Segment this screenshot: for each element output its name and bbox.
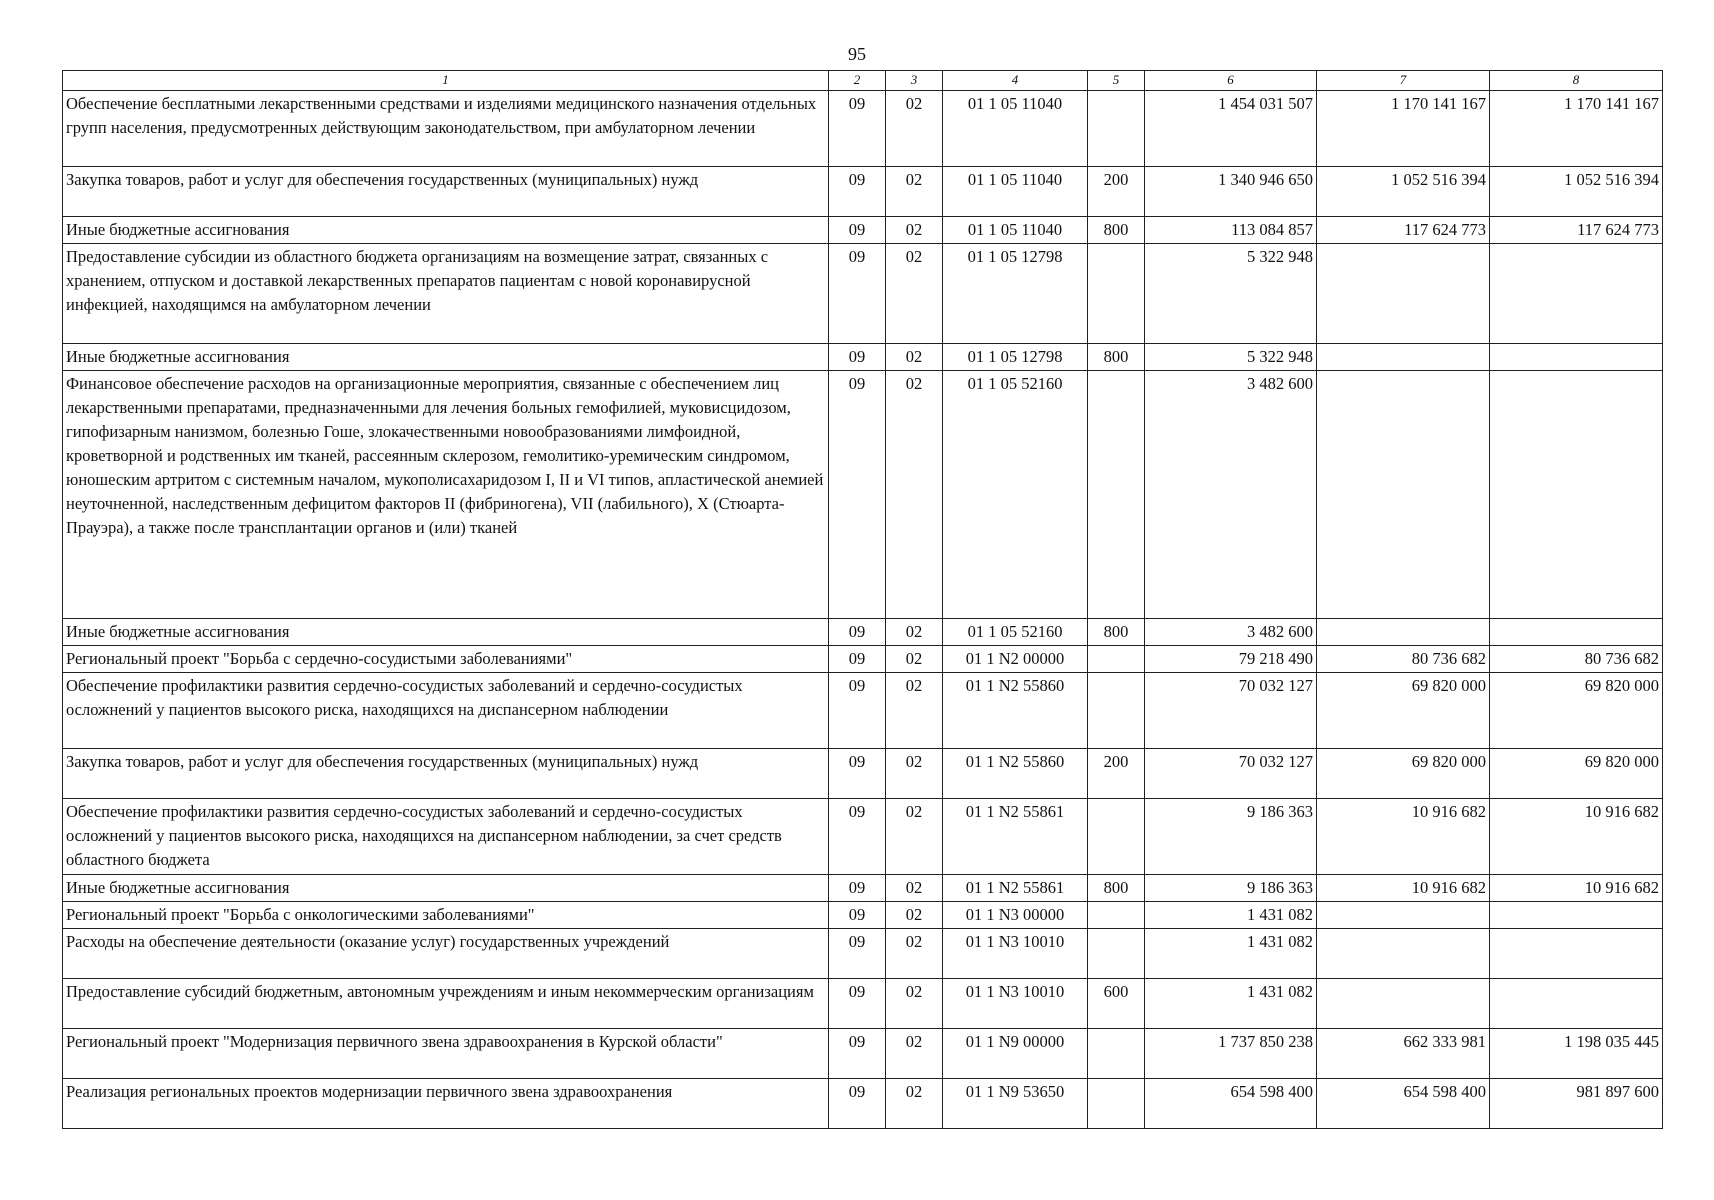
subsection-code: 02 (886, 1079, 943, 1129)
column-header: 4 (943, 71, 1088, 91)
section-code: 09 (829, 371, 886, 619)
expense-type-code (1088, 244, 1145, 344)
amount-col6: 3 482 600 (1145, 619, 1317, 646)
amount-col8: 117 624 773 (1490, 217, 1663, 244)
section-code: 09 (829, 749, 886, 799)
amount-col7: 117 624 773 (1317, 217, 1490, 244)
section-code: 09 (829, 244, 886, 344)
row-description: Иные бюджетные ассигнования (63, 344, 829, 371)
amount-col7 (1317, 979, 1490, 1029)
row-description: Региональный проект "Борьба с сердечно-сосудистыми заболеваниями" (63, 646, 829, 673)
expense-type-code (1088, 646, 1145, 673)
table-row (63, 91, 1663, 167)
expense-type-code: 600 (1088, 979, 1145, 1029)
target-article-code: 01 1 N9 00000 (943, 1029, 1088, 1079)
expense-type-code (1088, 799, 1145, 875)
subsection-code: 02 (886, 673, 943, 749)
row-description: Иные бюджетные ассигнования (63, 619, 829, 646)
amount-col8 (1490, 371, 1663, 619)
section-code: 09 (829, 344, 886, 371)
section-code: 09 (829, 1029, 886, 1079)
amount-col6: 70 032 127 (1145, 673, 1317, 749)
section-code: 09 (829, 799, 886, 875)
target-article-code: 01 1 05 12798 (943, 244, 1088, 344)
expense-type-code: 800 (1088, 344, 1145, 371)
table-row (63, 673, 1663, 749)
row-description: Предоставление субсидии из областного бюджета организациям на возмещение затрат, связанных с хранением, отпуском и доставкой лекарственных препаратов пациентам с новой коронавирусной инфекцией, находящимся на амбулаторном лечении (63, 244, 829, 344)
table-row (63, 619, 1663, 646)
subsection-code: 02 (886, 344, 943, 371)
table-row (63, 217, 1663, 244)
row-description: Закупка товаров, работ и услуг для обеспечения государственных (муниципальных) нужд (63, 167, 829, 217)
amount-col6: 70 032 127 (1145, 749, 1317, 799)
subsection-code: 02 (886, 619, 943, 646)
amount-col7 (1317, 902, 1490, 929)
amount-col6: 9 186 363 (1145, 875, 1317, 902)
subsection-code: 02 (886, 1029, 943, 1079)
amount-col7: 1 052 516 394 (1317, 167, 1490, 217)
amount-col8 (1490, 979, 1663, 1029)
table-row (63, 902, 1663, 929)
subsection-code: 02 (886, 167, 943, 217)
amount-col6: 3 482 600 (1145, 371, 1317, 619)
amount-col7 (1317, 619, 1490, 646)
section-code: 09 (829, 929, 886, 979)
budget-table (62, 70, 1663, 1129)
amount-col7: 654 598 400 (1317, 1079, 1490, 1129)
amount-col7: 662 333 981 (1317, 1029, 1490, 1079)
section-code: 09 (829, 902, 886, 929)
subsection-code: 02 (886, 929, 943, 979)
amount-col8: 80 736 682 (1490, 646, 1663, 673)
expense-type-code: 800 (1088, 619, 1145, 646)
column-header: 2 (829, 71, 886, 91)
table-row (63, 1079, 1663, 1129)
amount-col7 (1317, 929, 1490, 979)
amount-col8: 1 198 035 445 (1490, 1029, 1663, 1079)
subsection-code: 02 (886, 646, 943, 673)
table-row (63, 1029, 1663, 1079)
column-header: 7 (1317, 71, 1490, 91)
amount-col7: 10 916 682 (1317, 799, 1490, 875)
table-row (63, 646, 1663, 673)
amount-col8: 10 916 682 (1490, 799, 1663, 875)
row-description: Расходы на обеспечение деятельности (оказание услуг) государственных учреждений (63, 929, 829, 979)
amount-col6: 5 322 948 (1145, 244, 1317, 344)
table-row (63, 875, 1663, 902)
amount-col8: 1 052 516 394 (1490, 167, 1663, 217)
amount-col8 (1490, 344, 1663, 371)
page-number: 95 (848, 44, 866, 64)
amount-col7: 69 820 000 (1317, 749, 1490, 799)
amount-col6: 1 454 031 507 (1145, 91, 1317, 167)
section-code: 09 (829, 646, 886, 673)
amount-col7 (1317, 244, 1490, 344)
amount-col8: 69 820 000 (1490, 673, 1663, 749)
amount-col8: 1 170 141 167 (1490, 91, 1663, 167)
subsection-code: 02 (886, 244, 943, 344)
table-row (63, 371, 1663, 619)
table-row (63, 929, 1663, 979)
amount-col8: 69 820 000 (1490, 749, 1663, 799)
row-description: Обеспечение бесплатными лекарственными средствами и изделиями медицинского назначения отдельных групп населения, предусмотренных действующим законодательством, при амбулаторном лечении (63, 91, 829, 167)
subsection-code: 02 (886, 875, 943, 902)
amount-col6: 113 084 857 (1145, 217, 1317, 244)
target-article-code: 01 1 05 11040 (943, 91, 1088, 167)
target-article-code: 01 1 N2 55861 (943, 875, 1088, 902)
target-article-code: 01 1 05 11040 (943, 217, 1088, 244)
target-article-code: 01 1 N3 10010 (943, 929, 1088, 979)
amount-col8: 981 897 600 (1490, 1079, 1663, 1129)
row-description: Закупка товаров, работ и услуг для обеспечения государственных (муниципальных) нужд (63, 749, 829, 799)
column-header: 8 (1490, 71, 1663, 91)
row-description: Предоставление субсидий бюджетным, автономным учреждениям и иным некоммерческим организациям (63, 979, 829, 1029)
section-code: 09 (829, 673, 886, 749)
amount-col8 (1490, 244, 1663, 344)
expense-type-code: 800 (1088, 875, 1145, 902)
section-code: 09 (829, 167, 886, 217)
amount-col6: 654 598 400 (1145, 1079, 1317, 1129)
expense-type-code: 200 (1088, 749, 1145, 799)
amount-col8 (1490, 929, 1663, 979)
row-description: Региональный проект "Борьба с онкологическими заболеваниями" (63, 902, 829, 929)
table-row (63, 344, 1663, 371)
amount-col6: 1 431 082 (1145, 929, 1317, 979)
expense-type-code (1088, 91, 1145, 167)
section-code: 09 (829, 1079, 886, 1129)
column-header: 5 (1088, 71, 1145, 91)
row-description: Обеспечение профилактики развития сердечно-сосудистых заболеваний и сердечно-сосудистых осложнений у пациентов высокого риска, находящихся на диспансерном наблюдении (63, 673, 829, 749)
row-description: Региональный проект "Модернизация первичного звена здравоохранения в Курской области" (63, 1029, 829, 1079)
target-article-code: 01 1 N2 55861 (943, 799, 1088, 875)
expense-type-code (1088, 902, 1145, 929)
section-code: 09 (829, 619, 886, 646)
amount-col7: 80 736 682 (1317, 646, 1490, 673)
amount-col6: 79 218 490 (1145, 646, 1317, 673)
section-code: 09 (829, 875, 886, 902)
section-code: 09 (829, 979, 886, 1029)
subsection-code: 02 (886, 371, 943, 619)
row-description: Иные бюджетные ассигнования (63, 875, 829, 902)
table-row (63, 167, 1663, 217)
row-description: Обеспечение профилактики развития сердечно-сосудистых заболеваний и сердечно-сосудистых осложнений у пациентов высокого риска, находящихся на диспансерном наблюдении, за счет средств областного бюджета (63, 799, 829, 875)
amount-col8 (1490, 902, 1663, 929)
expense-type-code: 800 (1088, 217, 1145, 244)
column-header: 6 (1145, 71, 1317, 91)
table-row (63, 749, 1663, 799)
subsection-code: 02 (886, 979, 943, 1029)
section-code: 09 (829, 217, 886, 244)
amount-col7 (1317, 371, 1490, 619)
target-article-code: 01 1 N3 00000 (943, 902, 1088, 929)
expense-type-code (1088, 1029, 1145, 1079)
amount-col6: 1 431 082 (1145, 902, 1317, 929)
row-description: Реализация региональных проектов модернизации первичного звена здравоохранения (63, 1079, 829, 1129)
subsection-code: 02 (886, 749, 943, 799)
row-description: Иные бюджетные ассигнования (63, 217, 829, 244)
subsection-code: 02 (886, 799, 943, 875)
amount-col6: 9 186 363 (1145, 799, 1317, 875)
section-code: 09 (829, 91, 886, 167)
column-number-row (63, 71, 1663, 91)
subsection-code: 02 (886, 217, 943, 244)
amount-col7: 69 820 000 (1317, 673, 1490, 749)
amount-col8 (1490, 619, 1663, 646)
expense-type-code (1088, 673, 1145, 749)
subsection-code: 02 (886, 902, 943, 929)
expense-type-code (1088, 371, 1145, 619)
amount-col7: 1 170 141 167 (1317, 91, 1490, 167)
target-article-code: 01 1 05 52160 (943, 371, 1088, 619)
target-article-code: 01 1 05 11040 (943, 167, 1088, 217)
target-article-code: 01 1 05 12798 (943, 344, 1088, 371)
amount-col7 (1317, 344, 1490, 371)
target-article-code: 01 1 N2 55860 (943, 749, 1088, 799)
expense-type-code (1088, 1079, 1145, 1129)
column-header: 3 (886, 71, 943, 91)
table-row (63, 799, 1663, 875)
amount-col6: 1 737 850 238 (1145, 1029, 1317, 1079)
amount-col6: 1 340 946 650 (1145, 167, 1317, 217)
row-description: Финансовое обеспечение расходов на организационные мероприятия, связанные с обеспечением лиц лекарственными препаратами, предназначенными для лечения больных гемофилией, муковисцидозом, гипофизарным нанизмом, болезнью Гоше, злокачественными новообразованиями лимфоидной, кроветворной и родственных им тканей, рассеянным склерозом, гемолитико-уремическим синдромом, юношеским артритом с системным началом, мукополисахаридозом I, II и VI типов, апластической анемией неуточненной, наследственным дефицитом факторов II (фибриногена), VII (лабильного), X (Стюарта-Прауэра), а также после трансплантации органов и (или) тканей (63, 371, 829, 619)
amount-col6: 1 431 082 (1145, 979, 1317, 1029)
target-article-code: 01 1 N3 10010 (943, 979, 1088, 1029)
target-article-code: 01 1 N9 53650 (943, 1079, 1088, 1129)
target-article-code: 01 1 N2 55860 (943, 673, 1088, 749)
expense-type-code: 200 (1088, 167, 1145, 217)
subsection-code: 02 (886, 91, 943, 167)
target-article-code: 01 1 05 52160 (943, 619, 1088, 646)
table-row (63, 244, 1663, 344)
table-row (63, 979, 1663, 1029)
amount-col6: 5 322 948 (1145, 344, 1317, 371)
column-header: 1 (63, 71, 829, 91)
amount-col8: 10 916 682 (1490, 875, 1663, 902)
amount-col7: 10 916 682 (1317, 875, 1490, 902)
target-article-code: 01 1 N2 00000 (943, 646, 1088, 673)
expense-type-code (1088, 929, 1145, 979)
